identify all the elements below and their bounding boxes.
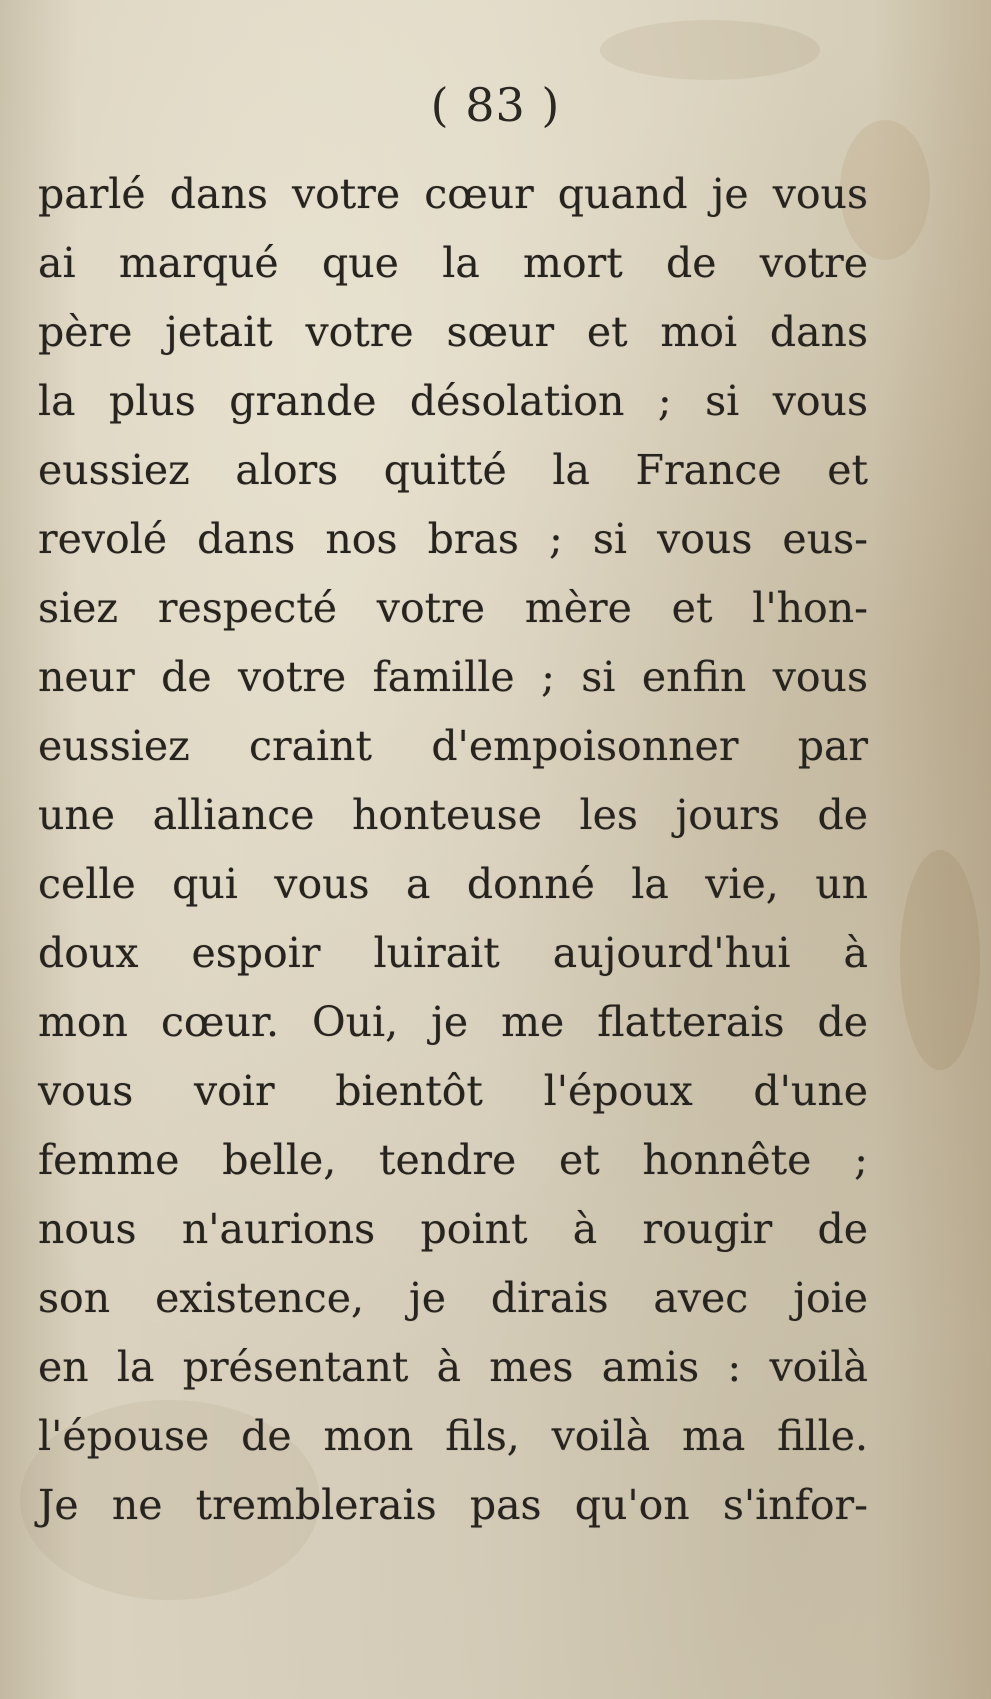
text-line-8: neur de votre famille ; si enfin vous [38, 653, 868, 701]
paper-stain [900, 850, 980, 1070]
text-line-16: nous n'aurions point à rougir de [38, 1205, 868, 1253]
text-line-9: eussiez craint d'empoisonner par [38, 722, 868, 770]
text-line-15: femme belle, tendre et honnête ; [38, 1136, 868, 1184]
text-line-20: Je ne tremblerais pas qu'on s'infor- [38, 1481, 868, 1529]
text-line-6: revolé dans nos bras ; si vous eus- [38, 515, 868, 563]
body-text [38, 160, 868, 1540]
text-line-14: vous voir bientôt l'époux d'une [38, 1067, 868, 1115]
paper-stain [600, 20, 820, 80]
text-line-18: en la présentant à mes amis : voilà [38, 1343, 868, 1391]
text-line-1: parlé dans votre cœur quand je vous [38, 170, 868, 218]
text-line-10: une alliance honteuse les jours de [38, 791, 868, 839]
text-line-19: l'épouse de mon fils, voilà ma fille. [38, 1412, 868, 1460]
text-line-4: la plus grande désolation ; si vous [38, 377, 868, 425]
text-line-7: siez respecté votre mère et l'hon- [38, 584, 868, 632]
text-line-2: ai marqué que la mort de votre [38, 239, 868, 287]
text-line-11: celle qui vous a donné la vie, un [38, 860, 868, 908]
text-line-13: mon cœur. Oui, je me flatterais de [38, 998, 868, 1046]
text-line-17: son existence, je dirais avec joie [38, 1274, 868, 1322]
text-line-5: eussiez alors quitté la France et [38, 446, 868, 494]
page-number: ( 83 ) [430, 78, 561, 132]
text-line-12: doux espoir luirait aujourd'hui à [38, 929, 868, 977]
text-line-3: père jetait votre sœur et moi dans [38, 308, 868, 356]
